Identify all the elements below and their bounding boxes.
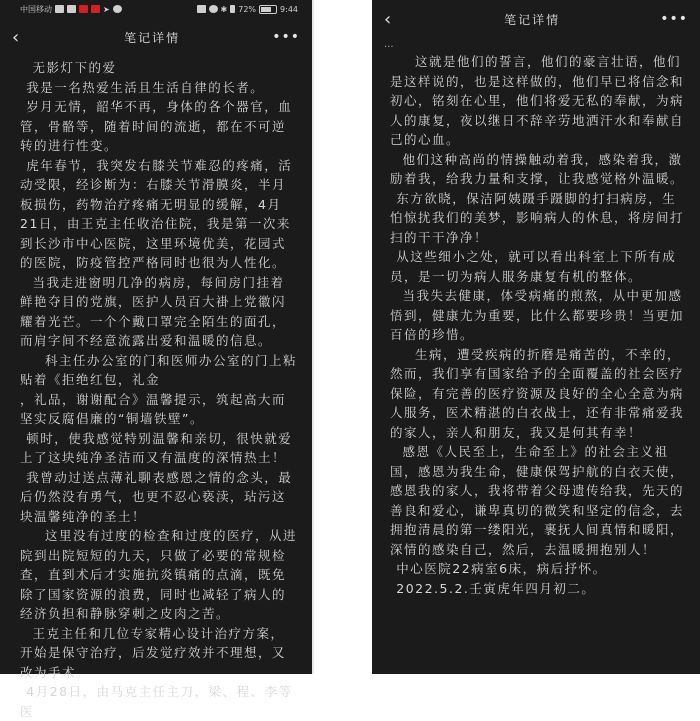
note-paragraph: 生病，遭受疾病的折磨是痛苦的，不幸的，然而，我们享有国家给予的全面覆盖的社会医疗保险，有完善的医疗资源及良好的全心全意为病人服务，医术精湛的白衣战士，还有非常痛爱我的家人，亲人和朋友，我又是何其有幸！	[390, 346, 685, 440]
back-chevron-icon[interactable]: ‹	[12, 26, 20, 48]
hd-icon	[55, 5, 64, 13]
note-paragraph: 王克主任和几位专家精心设计治疗方案，开始是保守治疗，后发觉疗效并不理想，又改为手术。	[20, 625, 287, 680]
note-date-line: 2022.5.2.壬寅虎年四月初二。	[396, 580, 596, 596]
note-paragraph: 科主任办公室的门和医师办公室的门上粘贴着《拒绝红包，礼金	[20, 352, 298, 387]
bluetooth-icon: ✱	[220, 4, 228, 14]
note-paragraph: 当我走进窗明几净的病房，每间房门挂着鲜艳夺目的党旗，医护人员百大褂上党徽闪耀着光芒。一个个戴口罩完全陌生的面孔，而肩字间不经意流露出爱和温暖的信息。	[20, 274, 287, 348]
note-content	[372, 52, 700, 598]
note-paragraph: 东方欲晓，保洁阿姨蹑手蹑脚的打扫病房，生怕惊扰我们的美梦，影响病人的休息，将房间打扫的干干净净！	[390, 190, 685, 245]
page-title: 笔记详情	[124, 30, 181, 45]
note-paragraph: 我曾动过送点薄礼聊表感恩之情的念头，最后仍然没有勇气，也更不忍心亵渎，玷污这块温馨纯净的圣土！	[20, 469, 293, 524]
more-options-icon[interactable]: •••	[272, 29, 300, 45]
note-content	[0, 56, 312, 721]
browser-icon	[113, 5, 122, 13]
vibrate-icon	[230, 5, 235, 13]
note-paragraph: 他们这种高尚的情操触动着我，感染着我，激励着我，给我力量和支撑，让我感觉格外温暖。	[390, 151, 685, 186]
note-paragraph: 这就是他们的誓言，他们的豪言壮语，他们是这样说的，也是这样做的，他们早已将信念和初心，铭刻在心里，他们将爱无私的奉献，为病人的康复，夜以继日不辞辛劳地洒汗水和奉献自己的心血。	[390, 54, 685, 147]
note-heading: 无影灯下的爱	[32, 60, 117, 75]
app-notification-icon	[79, 5, 88, 13]
right-screenshot-panel	[372, 0, 700, 674]
continuation-ellipsis: ...	[384, 39, 394, 50]
note-paragraph: 当我失去健康，体受病痛的煎熬，从中更加感悟到，健康尤为重要，比什么都要珍贵！当更加百倍的珍惜。	[390, 288, 685, 342]
back-chevron-icon[interactable]: ‹	[384, 8, 392, 30]
note-paragraph: ，礼品，谢谢配合》温馨提示，筑起高大而坚实反腐倡廉的“铜墙铁壁”。	[20, 391, 287, 426]
note-paragraph: 从这些细小之处，就可以看出科室上下所有成员，是一切为病人服务康复有机的整体。	[390, 249, 677, 284]
clock-time: 9:44	[280, 4, 298, 14]
message-notification-icon	[91, 5, 100, 13]
page-title: 笔记详情	[504, 12, 561, 27]
nav-bar	[372, 0, 700, 38]
battery-icon	[259, 5, 277, 14]
location-icon: ➤	[103, 4, 110, 14]
note-paragraph: 这里没有过度的检查和过度的医疗，从进院到出院短短的九天，只做了必要的常规检查，直到术后才实施抗炎镇痛的点滴，既免除了国家资源的浪费，同时也减轻了病人的经济负担和静脉穿刺之皮肉之苦。	[20, 528, 298, 621]
note-paragraph: 4月28日，由马克主任主刀，梁、程、李等医	[20, 684, 293, 719]
alarm-icon	[209, 5, 218, 13]
carrier-label: 中国移动	[20, 4, 52, 14]
left-screenshot-panel	[0, 0, 312, 719]
battery-percent: 72%	[238, 4, 257, 14]
note-paragraph: 虎年春节，我突发右膝关节难忍的疼痛，活动受限，经诊断为：右膝关节滑膜炎，半月板损伤，药物治疗疼痛无明显的缓解，4月21日，由王克主任收治住院，我是第一次来到长沙市中心医院，这里环境优美，花园式的医院，防疫管控严格同时也很为人性化。	[20, 157, 293, 270]
status-bar	[0, 0, 312, 18]
more-options-icon[interactable]: •••	[660, 11, 688, 27]
note-paragraph: 顿时，使我感觉特别温馨和亲切，很快就爱上了这块纯净圣洁而又有温度的深情热土！	[20, 430, 293, 465]
nfc-icon	[197, 5, 206, 13]
panel-divider	[312, 0, 314, 674]
note-paragraph: 感恩《人民至上，生命至上》的社会主义祖国，感恩为我生命，健康保驾护航的白衣天使，感恩我的家人，我将带着父母遗传给我，先天的善良和爱心，谦卑真切的微笑和坚定的信念，去拥抱清晨的第一缕阳光，裹抚人间真情和暖阳，深情的感染自己，然后，去温暖拥抱别人！	[390, 444, 685, 557]
note-paragraph: 岁月无情，韶华不再，身体的各个器官，血管，骨骼等，随着时间的流逝，都在不可逆转的进行性变。	[20, 99, 293, 153]
signal-icon	[67, 5, 76, 13]
note-paragraph: 我是一名热爱生活且生活自律的长者。	[26, 79, 265, 95]
nav-bar	[0, 18, 312, 56]
note-location-line: 中心医院22病室6床，病后抒怀。	[396, 561, 607, 576]
